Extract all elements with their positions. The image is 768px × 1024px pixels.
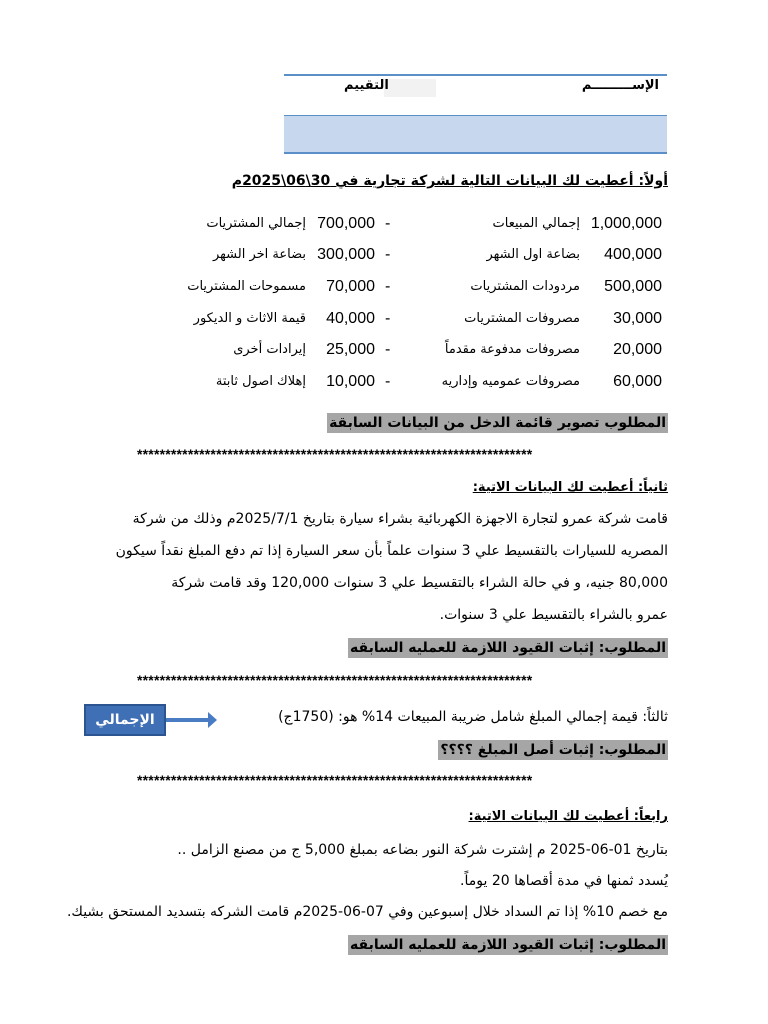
arrow-head-icon — [208, 712, 217, 728]
row-dash: - — [385, 215, 391, 232]
name-label: الإســـــــــم — [581, 78, 659, 93]
row-right-value: 500,000 — [604, 278, 662, 295]
row-left-label: بضاعة اخر الشهر — [213, 247, 306, 262]
row-left-value: 700,000 — [317, 215, 375, 232]
q1-required: المطلوب تصوير قائمة الدخل من البيانات السابقة — [329, 415, 666, 431]
row-right-label: مصروفات مدفوعة مقدماً — [444, 342, 580, 357]
q2-line-3: 80,000 جنيه، و في حالة الشراء بالتقسيط علي 3 سنوات 120,000 وقد قامت شركة — [171, 575, 668, 591]
row-right-label: مردودات المشتريات — [470, 279, 580, 294]
header-top-line — [284, 74, 667, 76]
q2-title: ثانياً: أعطيت لك البيانات الاتية: — [472, 480, 668, 495]
row-right-label: مصروفات المشتريات — [464, 311, 580, 326]
header-table — [284, 74, 667, 154]
row-dash: - — [385, 310, 391, 327]
row-left-label: إهلاك اصول ثابتة — [215, 374, 306, 389]
separator-1: ********************************************************************** — [137, 446, 533, 462]
separator-3: ********************************************************************** — [137, 772, 533, 788]
row-left-value: 70,000 — [326, 278, 375, 295]
row-left-label: إجمالي المشتريات — [206, 216, 306, 231]
row-left-label: مسموحات المشتريات — [187, 279, 306, 294]
q2-line-4: عمرو بالشراء بالتقسيط علي 3 سنوات. — [439, 607, 668, 623]
row-right-label: إجمالي المبيعات — [492, 216, 580, 231]
q4-line-3: مع خصم 10% إذا تم السداد خلال إسبوعين وفي 07-06-2025م قامت الشركه بتسديد المستحق بشيك. — [66, 904, 668, 920]
q4-line-1: بتاريخ 01-06-2025 م إشترت شركة النور بضاعه بمبلغ 5,000 ج من مصنع الزامل .. — [177, 842, 668, 858]
q2-line-2: المصريه للسيارات بالتقسيط علي 3 سنوات علماً بأن سعر السيارة إذا تم دفع المبلغ نقداً سيكون — [115, 543, 668, 559]
q2-required: المطلوب: إثبات القيود اللازمة للعمليه السابقه — [350, 640, 666, 656]
q2-line-1: قامت شركة عمرو لتجارة الاجهزة الكهربائية بشراء سيارة بتاريخ 2025/7/1م وذلك من شركة — [132, 511, 668, 527]
row-right-value: 60,000 — [613, 373, 662, 390]
row-left-value: 10,000 — [326, 373, 375, 390]
row-dash: - — [385, 246, 391, 263]
q3-text: ثالثاً: قيمة إجمالي المبلغ شامل ضريبة المبيعات 14% هو: (1750ج) — [278, 709, 668, 725]
row-left-value: 40,000 — [326, 310, 375, 327]
row-right-value: 20,000 — [613, 341, 662, 358]
row-dash: - — [385, 373, 391, 390]
q3-required: المطلوب: إثبات أصل المبلغ ؟؟؟؟ — [440, 742, 666, 758]
q4-title: رابعاً: أعطيت لك البيانات الاتية: — [468, 809, 668, 824]
row-left-label: قيمة الاثاث و الديكور — [193, 311, 306, 326]
header-bottom-line — [284, 152, 667, 154]
grade-label: التقييم — [344, 78, 389, 93]
q4-required: المطلوب: إثبات القيود اللازمة للعمليه السابقه — [350, 937, 666, 953]
row-left-label: إيرادات أخرى — [233, 342, 306, 357]
q1-title: أولاً: أعطيت لك البيانات التالية لشركة تجارية في 30\06\2025م — [231, 173, 668, 189]
row-left-value: 300,000 — [317, 246, 375, 263]
row-right-label: مصروفات عموميه وإداريه — [441, 374, 580, 389]
row-right-value: 400,000 — [604, 246, 662, 263]
answer-field[interactable] — [284, 116, 667, 152]
row-left-value: 25,000 — [326, 341, 375, 358]
grade-cell[interactable] — [384, 79, 436, 97]
arrow-right-icon — [166, 718, 210, 722]
separator-2: ********************************************************************** — [137, 672, 533, 688]
row-dash: - — [385, 341, 391, 358]
row-right-label: بضاعة اول الشهر — [486, 247, 580, 262]
q4-line-2: يُسدد ثمنها في مدة أقصاها 20 يوماً. — [460, 873, 668, 889]
row-right-value: 1,000,000 — [590, 215, 662, 232]
row-right-value: 30,000 — [613, 310, 662, 327]
row-dash: - — [385, 278, 391, 295]
total-button[interactable]: الإجمالي — [84, 704, 166, 736]
